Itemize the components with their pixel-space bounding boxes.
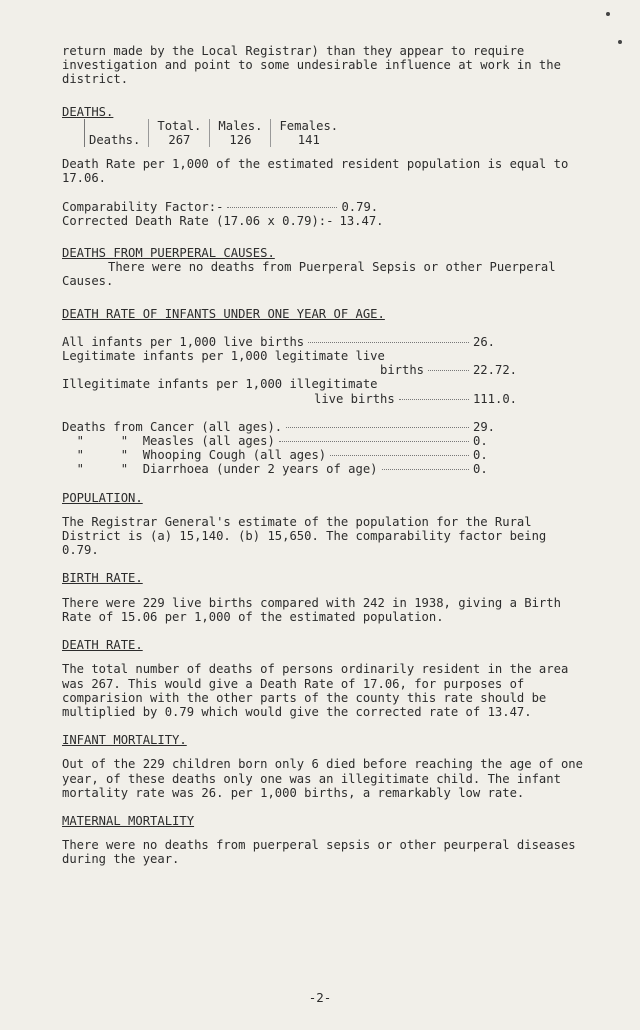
deaths-heading: DEATHS. [62, 104, 114, 119]
cause-row [62, 448, 517, 462]
deaths-females-value: 141 [271, 133, 346, 147]
comparability-row [62, 200, 587, 214]
legit-infants-label: Legitimate infants per 1,000 legitimate live [62, 349, 385, 364]
corrected-row [62, 214, 587, 228]
legit-infants-value: 22.72. [472, 363, 517, 378]
cause-value: 0. [473, 462, 488, 477]
maternal-mortality-text: There were no deaths from puerperal sepsis or other peurperal diseases during the year. [62, 838, 583, 867]
corrected-label: Corrected Death Rate (17.06 x 0.79):- [62, 213, 334, 228]
cause-label: " " Measles (all ages) [62, 434, 275, 449]
death-rate-heading: DEATH RATE. [62, 638, 143, 653]
all-infants-row [62, 335, 517, 349]
page-number: -2- [308, 990, 332, 1005]
document-page [62, 44, 591, 867]
puerperal-heading: DEATHS FROM PUERPERAL CAUSES. [62, 246, 275, 261]
cause-value: 0. [473, 434, 488, 449]
deaths-table [84, 119, 346, 147]
legit-infants-label-2: births [380, 363, 425, 378]
illegit-infants-row [62, 392, 517, 406]
cause-row [62, 462, 517, 476]
corner-mark [606, 12, 610, 16]
all-infants-label: All infants per 1,000 live births [62, 334, 305, 349]
corrected-value: 13.47. [339, 213, 384, 228]
all-infants-value: 26. [473, 334, 496, 349]
cause-label: " " Diarrhoea (under 2 years of age) [62, 462, 378, 477]
cause-label: Deaths from Cancer (all ages). [62, 419, 283, 434]
deaths-header-total: Total. [149, 119, 210, 133]
birth-rate-heading: BIRTH RATE. [62, 571, 143, 586]
corner-mark [618, 40, 622, 44]
infant-rate-heading: DEATH RATE OF INFANTS UNDER ONE YEAR OF AGE. [62, 306, 385, 321]
cause-value: 0. [473, 448, 488, 463]
deaths-header-females: Females. [271, 119, 346, 133]
illegit-infants-label: Illegitimate infants per 1,000 illegitimate [62, 377, 378, 392]
puerperal-text: There were no deaths from Puerperal Sepsis or other Puerperal Causes. [62, 260, 563, 289]
deaths-header-males: Males. [210, 119, 271, 133]
illegit-infants-label-2: live births [314, 391, 395, 406]
illegit-infants-value: 111.0. [472, 391, 517, 406]
birth-rate-text: There were 229 live births compared with 242 in 1938, giving a Birth Rate of 15.06 per 1,000 of the estimated population. [62, 595, 569, 624]
cause-row [62, 420, 517, 434]
cause-row [62, 434, 517, 448]
comparability-value: 0.79. [341, 199, 379, 214]
maternal-mortality-heading: MATERNAL MORTALITY [62, 813, 195, 828]
legit-infants-row [62, 363, 517, 377]
infant-mortality-heading: INFANT MORTALITY. [62, 733, 187, 748]
deaths-total-value: 267 [149, 133, 210, 147]
infant-mortality-text: Out of the 229 children born only 6 died before reaching the age of one year, of these deaths only one was an illegitimate child. The infant mortality rate was 26. per 1,000 births, a remarkably low rate. [62, 757, 591, 800]
population-text: The Registrar General's estimate of the population for the Rural District is (a) 15,140. (b) 15,650. The comparability factor being 0.79. [62, 514, 554, 558]
cause-value: 29. [473, 419, 496, 434]
death-rate-text: Death Rate per 1,000 of the estimated resident population is equal to 17.06. [62, 157, 576, 186]
cause-label: " " Whooping Cough (all ages) [62, 448, 327, 463]
death-rate-paragraph: The total number of deaths of persons ordinarily resident in the area was 267. This would give a Death Rate of 17.06, for purposes of comparision with the other parts of the county this rate should be multiplied by 0.79 which would give the corrected rate of 13.47. [62, 662, 576, 719]
intro-paragraph: return made by the Local Registrar) than they appear to require investigation and point to some undesirable influence at work in the district. [62, 44, 569, 87]
deaths-row-label: Deaths. [85, 133, 149, 147]
population-heading: POPULATION. [62, 490, 143, 505]
deaths-males-value: 126 [210, 133, 271, 147]
comparability-label: Comparability Factor:- [62, 199, 224, 214]
